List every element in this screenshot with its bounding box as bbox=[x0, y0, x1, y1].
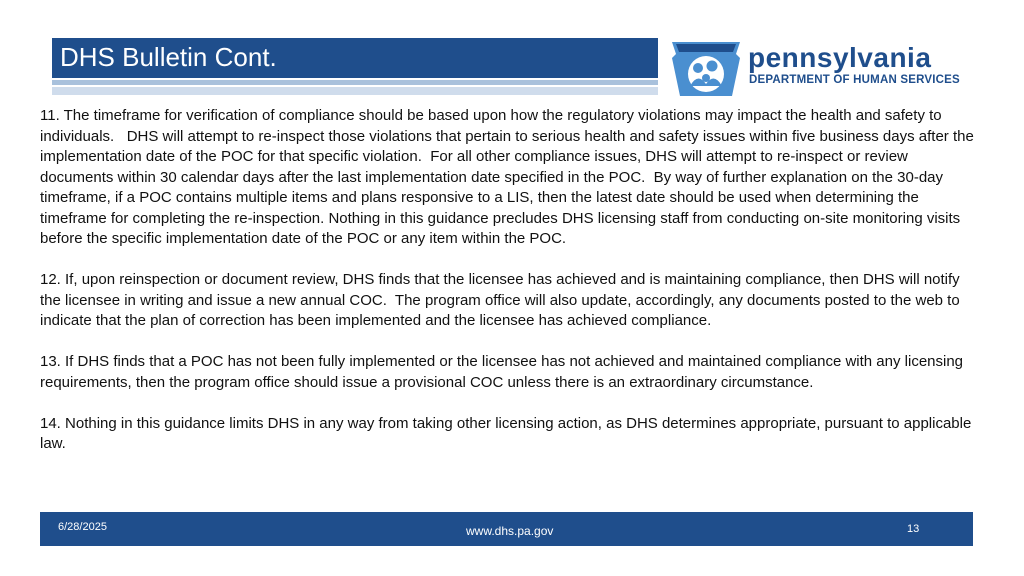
page-title: DHS Bulletin Cont. bbox=[60, 42, 277, 72]
paragraph-14: 14. Nothing in this guidance limits DHS in any way from taking other licensing action, as DHS determines appropriate, pursuant to applicable law. bbox=[40, 414, 976, 452]
title-underline-light bbox=[52, 87, 658, 95]
page-number: 13 bbox=[907, 523, 920, 535]
keystone-family-icon bbox=[670, 40, 742, 98]
pa-dhs-logo bbox=[670, 40, 1000, 98]
paragraph-13: 13. If DHS finds that a POC has not been fully implemented or the licensee has not achieved and maintained compliance with any licensing requirements, then the program office should issue a provisional COC unless there is an extraordinary circumstance. bbox=[40, 353, 968, 391]
footer-bar bbox=[40, 512, 973, 546]
title-bar bbox=[52, 38, 658, 78]
footer-website: www.dhs.pa.gov bbox=[466, 524, 554, 538]
bulletin-content bbox=[40, 106, 980, 475]
logo-wordmark: pennsylvania bbox=[748, 42, 932, 73]
footer-date: 6/28/2025 bbox=[58, 521, 107, 533]
title-underline bbox=[52, 80, 658, 85]
logo-department: DEPARTMENT OF HUMAN SERVICES bbox=[749, 74, 960, 86]
paragraph-12: 12. If, upon reinspection or document review, DHS finds that the licensee has achieved and is maintaining compliance, then DHS will notify the licensee in writing and issue a new annual COC. The program office will also update, accordingly, any documents posted to the web to indicate that the plan of correction has been implemented and the licensee has achieved compliance. bbox=[40, 271, 964, 329]
paragraph-11: 11. The timeframe for verification of compliance should be based upon how the regulatory violations may impact the health and safety to individuals. DHS will attempt to re-inspect those violations that pertain to serious health and safety issues within five business days after the implementation date of the POC for that specific violation. For all other compliance issues, DHS will attempt to re-inspect or review documents within 30 calendar days after the last implementation date specified in the POC. By way of further explanation on the 30-day timeframe, if a POC contains multiple items and plans responsive to a LIS, then the latest date should be used when determining the timeframe for completing the re-inspection. Nothing in this guidance precludes DHS licensing staff from conducting on-site monitoring visits before the specific implementation date of the POC or any item within the POC. bbox=[40, 107, 978, 247]
